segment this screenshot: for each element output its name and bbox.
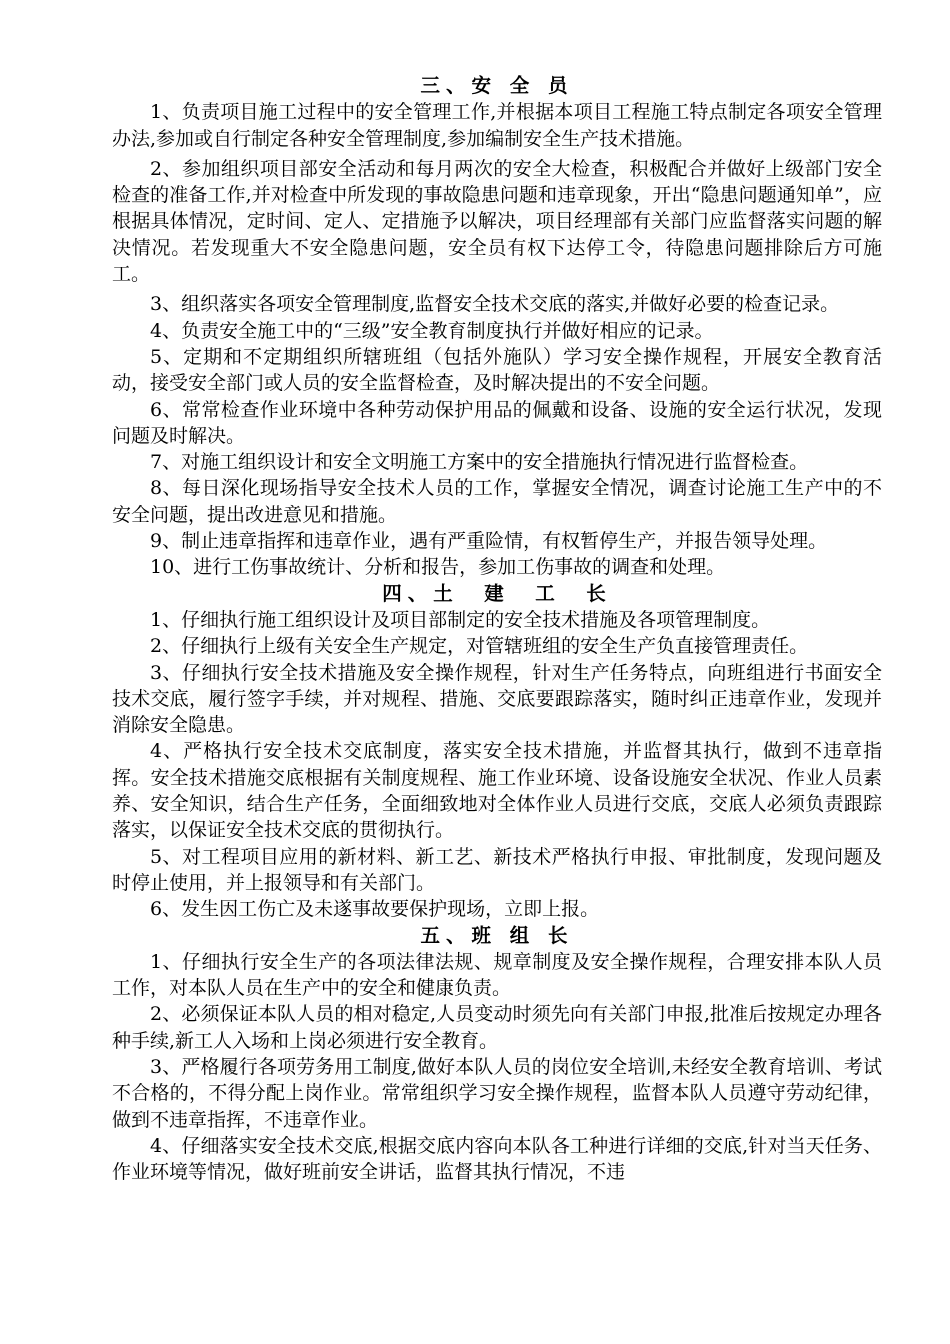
- paragraph: 1、负责项目施工过程中的安全管理工作,并根据本项目工程施工特点制定各项安全管理办法,参加或自行制定各种安全管理制度,参加编制安全生产技术措施。: [112, 101, 882, 150]
- paragraph: 1、仔细执行安全生产的各项法律法规、规章制度及安全操作规程，合理安排本队人员工作，对本队人员在生产中的安全和健康负责。: [112, 950, 882, 1000]
- paragraph: 4、仔细落实安全技术交底,根据交底内容向本队各工种进行详细的交底,针对当天任务、作业环境等情况，做好班前安全讲话，监督其执行情况，不违: [112, 1134, 882, 1184]
- section-title-civil-foreman: 四、土 建 工 长: [382, 581, 612, 605]
- paragraph: 2、必须保证本队人员的相对稳定,人员变动时须先向有关部门申报,批准后按规定办理各种手续,新工人入场和上岗必须进行安全教育。: [112, 1003, 882, 1052]
- paragraph: 6、常常检查作业环境中各种劳动保护用品的佩戴和设备、设施的安全运行状况，发现问题及时解决。: [112, 398, 882, 447]
- paragraph: 8、每日深化现场指导安全技术人员的工作，掌握安全情况，调查讨论施工生产中的不安全问题，提出改进意见和措施。: [112, 477, 882, 526]
- paragraph: 9、制止违章指挥和违章作业，遇有严重险情，有权暂停生产，并报告领导处理。: [150, 530, 828, 553]
- paragraph: 1、仔细执行施工组织设计及项目部制定的安全技术措施及各项管理制度。: [150, 608, 771, 631]
- paragraph: 5、定期和不定期组织所辖班组（包括外施队）学习安全操作规程，开展安全教育活动，接受安全部门或人员的安全监督检查，及时解决提出的不安全问题。: [112, 345, 882, 395]
- paragraph: 5、对工程项目应用的新材料、新工艺、新技术严格执行申报、审批制度，发现问题及时停止使用，并上报领导和有关部门。: [112, 845, 882, 894]
- paragraph: 3、仔细执行安全技术措施及安全操作规程，针对生产任务特点，向班组进行书面安全技术交底，履行签字手续，并对规程、措施、交底要跟踪落实，随时纠正违章作业，发现并消除安全隐患。: [112, 661, 882, 737]
- paragraph: 2、仔细执行上级有关安全生产规定，对管辖班组的安全生产负直接管理责任。: [150, 635, 809, 658]
- section-title-team-leader: 五、班 组 长: [420, 923, 574, 947]
- document-page: [112, 73, 882, 1185]
- paragraph: 3、严格履行各项劳务用工制度,做好本队人员的岗位安全培训,未经安全教育培训、考试不合格的，不得分配上岗作业。常常组织学习安全操作规程，监督本队人员遵守劳动纪律，做到不违章指挥，不违章作业。: [112, 1055, 882, 1131]
- paragraph: 10、进行工伤事故统计、分析和报告，参加工伤事故的调查和处理。: [150, 556, 726, 579]
- paragraph: 6、发生因工伤亡及未遂事故要保护现场，立即上报。: [150, 898, 600, 921]
- paragraph: 4、严格执行安全技术交底制度，落实安全技术措施，并监督其执行，做到不违章指挥。安全技术措施交底根据有关制度规程、施工作业环境、设备设施安全状况、作业人员素养、安全知识，结合生产任务，全面细致地对全体作业人员进行交底，交底人必须负责跟踪落实，以保证安全技术交底的贯彻执行。: [112, 740, 882, 842]
- paragraph: 2、参加组织项目部安全活动和每月两次的安全大检查，积极配合并做好上级部门安全检查的准备工作,并对检查中所发现的事故隐患问题和违章现象，开出“隐患问题通知单”，应根据具体情况，定时间、定人、定措施予以解决，项目经理部有关部门应监督落实问题的解决情况。若发现重大不安全隐患问题，安全员有权下达停工令，待隐患问题排除后方可施工。: [112, 157, 882, 286]
- paragraph: 3、组织落实各项安全管理制度,监督安全技术交底的落实,并做好必要的检查记录。: [150, 293, 840, 316]
- paragraph: 7、对施工组织设计和安全文明施工方案中的安全措施执行情况进行监督检查。: [150, 451, 809, 474]
- paragraph: 4、负责安全施工中的“三级”安全教育制度执行并做好相应的记录。: [150, 319, 714, 342]
- section-title-safety-officer: 三、安 全 员: [420, 74, 574, 97]
